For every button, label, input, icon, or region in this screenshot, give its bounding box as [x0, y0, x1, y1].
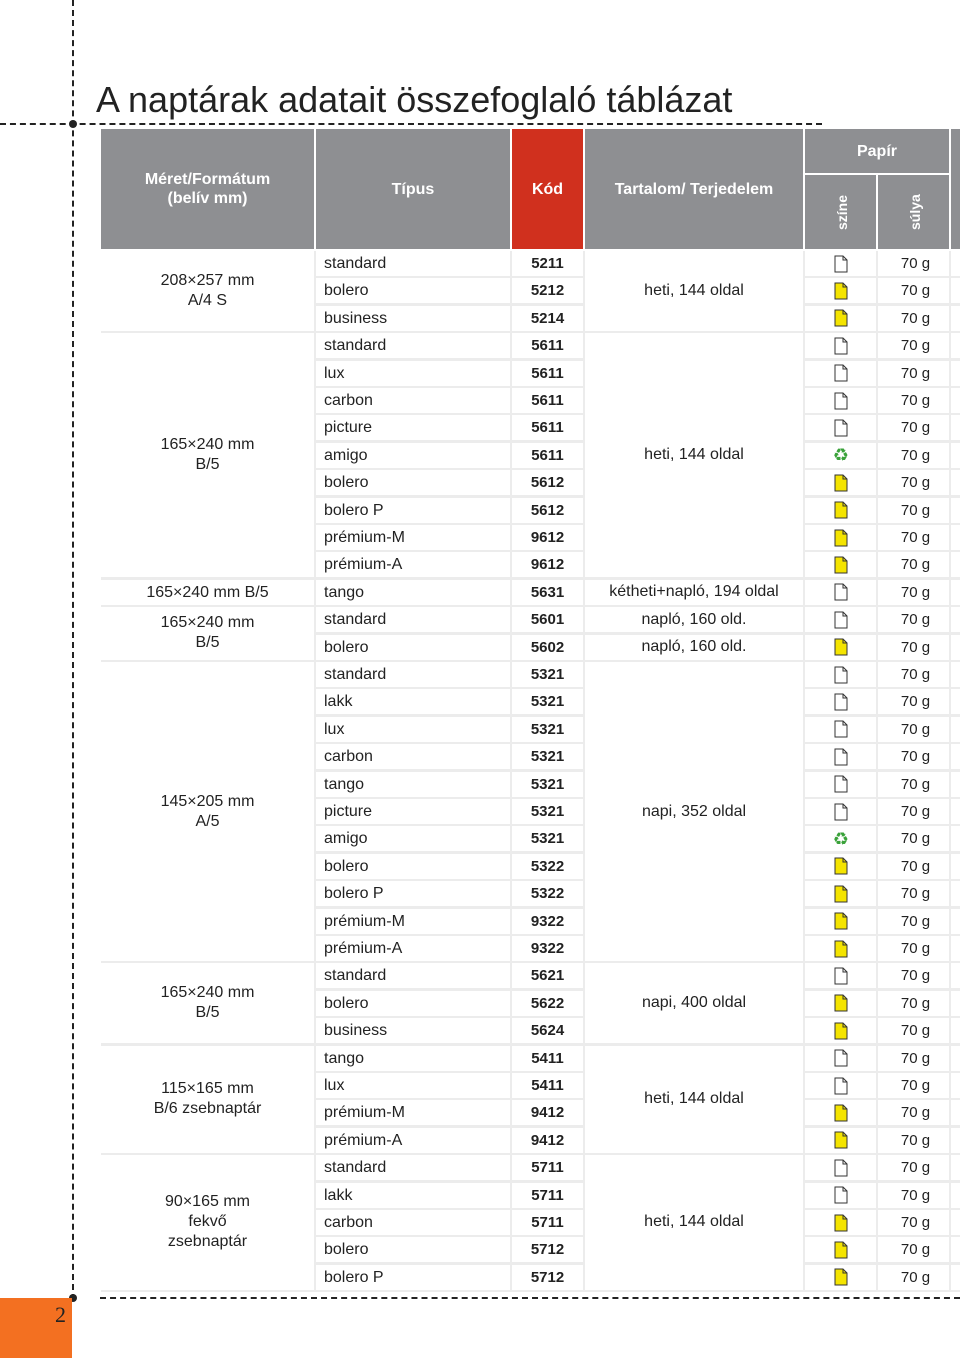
table-row-edge	[951, 361, 960, 386]
yellow-paper-icon	[805, 470, 876, 495]
table-row-kod: 9612	[512, 525, 583, 550]
white-paper-icon	[805, 744, 876, 769]
yellow-paper-icon	[805, 306, 876, 331]
table-row-edge	[951, 854, 960, 879]
yellow-paper-icon	[805, 1265, 876, 1290]
table-row-kod: 5631	[512, 580, 583, 605]
table-row-edge	[951, 552, 960, 577]
table-row-edge	[951, 278, 960, 303]
table-row-edge	[951, 744, 960, 769]
yellow-paper-icon	[805, 278, 876, 303]
table-row-suly: 70 g	[878, 1018, 949, 1043]
table-row-tipus: standard	[316, 333, 510, 358]
group-tartalom-label: napló, 160 old.	[585, 635, 803, 660]
table-row-suly: 70 g	[878, 1183, 949, 1208]
svg-text:♻: ♻	[832, 445, 849, 466]
table-row-tipus: business	[316, 306, 510, 331]
table-row-kod: 9412	[512, 1128, 583, 1153]
table-row-tipus: carbon	[316, 388, 510, 413]
table-row-edge	[951, 1183, 960, 1208]
group-meret-label: 90×165 mm fekvő zsebnaptár	[101, 1155, 314, 1290]
white-paper-icon	[805, 1073, 876, 1098]
table-row-tipus: bolero	[316, 635, 510, 660]
table-row-suly: 70 g	[878, 1155, 949, 1180]
group-meret-label: 165×240 mm B/5	[101, 333, 314, 577]
white-paper-icon	[805, 689, 876, 714]
table-row-suly: 70 g	[878, 1073, 949, 1098]
table-row-tipus: prémium-M	[316, 1100, 510, 1125]
table-row-suly: 70 g	[878, 689, 949, 714]
table-row-edge	[951, 909, 960, 934]
header-edge	[951, 129, 960, 249]
table-row-edge	[951, 662, 960, 687]
table-row-kod: 5712	[512, 1237, 583, 1262]
table-row-kod: 5211	[512, 251, 583, 276]
table-row-suly: 70 g	[878, 826, 949, 851]
table-row-tipus: carbon	[316, 744, 510, 769]
dashed-guide-bottom	[100, 1297, 960, 1299]
white-paper-icon	[805, 1155, 876, 1180]
table-row-tipus: amigo	[316, 443, 510, 468]
white-paper-icon	[805, 251, 876, 276]
table-row-kod: 9412	[512, 1100, 583, 1125]
table-row-edge	[951, 1237, 960, 1262]
white-paper-icon	[805, 1183, 876, 1208]
table-row-edge	[951, 991, 960, 1016]
header-meret-label: Méret/Formátum (belív mm)	[144, 171, 271, 207]
guide-dot	[69, 120, 77, 128]
table-row-suly: 70 g	[878, 278, 949, 303]
table-row-edge	[951, 498, 960, 523]
table-row-suly: 70 g	[878, 772, 949, 797]
table-row-suly: 70 g	[878, 1265, 949, 1290]
table-row-edge	[951, 415, 960, 440]
table-row-edge	[951, 306, 960, 331]
yellow-paper-icon	[805, 991, 876, 1016]
table-row-kod: 5612	[512, 470, 583, 495]
table-row-tipus: lux	[316, 361, 510, 386]
table-row-edge	[951, 689, 960, 714]
table-row-kod: 5321	[512, 744, 583, 769]
header-szine-label: színe	[834, 194, 850, 230]
table-row-kod: 5711	[512, 1155, 583, 1180]
table-row-tipus: tango	[316, 580, 510, 605]
table-row-edge	[951, 443, 960, 468]
header-tipus: Típus	[316, 129, 510, 249]
table-row-kod: 5601	[512, 607, 583, 632]
dashed-guide-horizontal	[0, 123, 822, 125]
table-row-edge	[951, 1265, 960, 1290]
recycle-icon	[805, 826, 876, 851]
table-row-edge	[951, 1046, 960, 1071]
table-row-tipus: standard	[316, 251, 510, 276]
table-row-edge	[951, 1128, 960, 1153]
page-number: 2	[55, 1302, 66, 1327]
table-row-suly: 70 g	[878, 443, 949, 468]
white-paper-icon	[805, 963, 876, 988]
white-paper-icon	[805, 333, 876, 358]
table-row-kod: 5602	[512, 635, 583, 660]
table-row-kod: 5611	[512, 388, 583, 413]
table-row-suly: 70 g	[878, 1128, 949, 1153]
table-row-suly: 70 g	[878, 552, 949, 577]
recycle-icon	[805, 443, 876, 468]
table-row-suly: 70 g	[878, 306, 949, 331]
group-tartalom-label: heti, 144 oldal	[585, 333, 803, 577]
table-row-suly: 70 g	[878, 1046, 949, 1071]
table-row-kod: 5322	[512, 881, 583, 906]
yellow-paper-icon	[805, 1018, 876, 1043]
yellow-paper-icon	[805, 1210, 876, 1235]
table-row-tipus: lux	[316, 1073, 510, 1098]
table-row-kod: 5611	[512, 443, 583, 468]
group-meret-label: 165×240 mm B/5	[101, 607, 314, 659]
group-meret-label: 165×240 mm B/5	[101, 963, 314, 1043]
dashed-guide-vertical	[72, 0, 74, 1300]
white-paper-icon	[805, 772, 876, 797]
table-row-tipus: lakk	[316, 689, 510, 714]
table-row-suly: 70 g	[878, 580, 949, 605]
white-paper-icon	[805, 717, 876, 742]
table-row-kod: 5711	[512, 1183, 583, 1208]
group-tartalom-label: napló, 160 old.	[585, 607, 803, 632]
table-row-edge	[951, 1155, 960, 1180]
table-row-kod: 5411	[512, 1046, 583, 1071]
table-row-kod: 5322	[512, 854, 583, 879]
table-row-suly: 70 g	[878, 662, 949, 687]
table-row-tipus: prémium-A	[316, 1128, 510, 1153]
table-row-tipus: prémium-A	[316, 936, 510, 961]
table-row-edge	[951, 772, 960, 797]
svg-text:♻: ♻	[832, 828, 849, 849]
yellow-paper-icon	[805, 881, 876, 906]
white-paper-icon	[805, 607, 876, 632]
table-row-kod: 5212	[512, 278, 583, 303]
table-row-suly: 70 g	[878, 388, 949, 413]
table-row-kod: 5321	[512, 717, 583, 742]
group-meret-label: 115×165 mm B/6 zsebnaptár	[101, 1046, 314, 1153]
white-paper-icon	[805, 388, 876, 413]
table-row-tipus: tango	[316, 1046, 510, 1071]
table-row-tipus: carbon	[316, 1210, 510, 1235]
table-row-tipus: prémium-A	[316, 552, 510, 577]
table-row-edge	[951, 525, 960, 550]
table-row-tipus: picture	[316, 415, 510, 440]
yellow-paper-icon	[805, 1128, 876, 1153]
header-meret	[101, 129, 314, 249]
yellow-paper-icon	[805, 635, 876, 660]
table-row-tipus: standard	[316, 963, 510, 988]
table-row-kod: 5321	[512, 799, 583, 824]
table-row-kod: 5712	[512, 1265, 583, 1290]
table-row-kod: 5321	[512, 826, 583, 851]
table-row-edge	[951, 607, 960, 632]
table-row-kod: 5622	[512, 991, 583, 1016]
header-sulya-label: súlya	[907, 194, 923, 230]
table-row-suly: 70 g	[878, 881, 949, 906]
page-title: A naptárak adatait összefoglaló táblázat	[96, 79, 733, 120]
group-meret-label: 145×205 mm A/5	[101, 662, 314, 961]
table-row-tipus: lakk	[316, 1183, 510, 1208]
header-tartalom: Tartalom/ Terjedelem	[585, 129, 803, 249]
yellow-paper-icon	[805, 909, 876, 934]
table-row-kod: 5611	[512, 333, 583, 358]
table-row-suly: 70 g	[878, 909, 949, 934]
table-row-tipus: picture	[316, 799, 510, 824]
group-tartalom-label: napi, 400 oldal	[585, 963, 803, 1043]
table-row-tipus: bolero P	[316, 498, 510, 523]
table-row-suly: 70 g	[878, 333, 949, 358]
table-row-tipus: lux	[316, 717, 510, 742]
table-row-edge	[951, 799, 960, 824]
table-row-suly: 70 g	[878, 854, 949, 879]
group-tartalom-label: kétheti+napló, 194 oldal	[585, 580, 803, 605]
table-row-edge	[951, 963, 960, 988]
table-row-tipus: standard	[316, 607, 510, 632]
table-row-kod: 5624	[512, 1018, 583, 1043]
table-row-kod: 5612	[512, 498, 583, 523]
table-row-edge	[951, 717, 960, 742]
table-row-kod: 5711	[512, 1210, 583, 1235]
table-row-kod: 5321	[512, 772, 583, 797]
table-row-edge	[951, 1100, 960, 1125]
table-row-edge	[951, 936, 960, 961]
white-paper-icon	[805, 415, 876, 440]
table-row-edge	[951, 251, 960, 276]
table-row-edge	[951, 470, 960, 495]
table-row-edge	[951, 1018, 960, 1043]
table-row-suly: 70 g	[878, 498, 949, 523]
yellow-paper-icon	[805, 1237, 876, 1262]
table-row-edge	[951, 826, 960, 851]
table-row-suly: 70 g	[878, 415, 949, 440]
table-row-suly: 70 g	[878, 635, 949, 660]
table-row-kod: 5214	[512, 306, 583, 331]
table-row-kod: 9322	[512, 909, 583, 934]
white-paper-icon	[805, 361, 876, 386]
table-row-suly: 70 g	[878, 744, 949, 769]
table-row-edge	[951, 333, 960, 358]
table-row-suly: 70 g	[878, 936, 949, 961]
table-row-kod: 5321	[512, 662, 583, 687]
table-row-suly: 70 g	[878, 607, 949, 632]
white-paper-icon	[805, 799, 876, 824]
table-row-suly: 70 g	[878, 361, 949, 386]
white-paper-icon	[805, 1046, 876, 1071]
table-row-tipus: amigo	[316, 826, 510, 851]
group-tartalom-label: heti, 144 oldal	[585, 1155, 803, 1290]
table-row-suly: 70 g	[878, 991, 949, 1016]
group-meret-label: 208×257 mm A/4 S	[101, 251, 314, 331]
table-row-tipus: tango	[316, 772, 510, 797]
table-row-edge	[951, 388, 960, 413]
table-row-suly: 70 g	[878, 799, 949, 824]
group-tartalom-label: heti, 144 oldal	[585, 1046, 803, 1153]
table-row-kod: 5611	[512, 361, 583, 386]
table-row-tipus: bolero	[316, 991, 510, 1016]
header-kod: Kód	[512, 129, 583, 249]
group-tartalom-label: heti, 144 oldal	[585, 251, 803, 331]
table-row-tipus: business	[316, 1018, 510, 1043]
table-row-kod: 5411	[512, 1073, 583, 1098]
table-row-tipus: prémium-M	[316, 525, 510, 550]
yellow-paper-icon	[805, 525, 876, 550]
table-row-tipus: bolero	[316, 1237, 510, 1262]
table-row-tipus: prémium-M	[316, 909, 510, 934]
yellow-paper-icon	[805, 498, 876, 523]
table-row-tipus: bolero	[316, 278, 510, 303]
table-row-edge	[951, 1210, 960, 1235]
header-papir: Papír	[805, 129, 949, 173]
table-row-tipus: standard	[316, 1155, 510, 1180]
table-row-tipus: bolero P	[316, 1265, 510, 1290]
table-row-tipus: bolero P	[316, 881, 510, 906]
table-row-kod: 5321	[512, 689, 583, 714]
table-row-suly: 70 g	[878, 470, 949, 495]
table-row-tipus: bolero	[316, 854, 510, 879]
table-row-kod: 5611	[512, 415, 583, 440]
table-row-tipus: standard	[316, 662, 510, 687]
table-row-edge	[951, 1073, 960, 1098]
table-row-suly: 70 g	[878, 1210, 949, 1235]
table-row-edge	[951, 580, 960, 605]
table-row-kod: 5621	[512, 963, 583, 988]
group-meret-label: 165×240 mm B/5	[101, 580, 314, 605]
yellow-paper-icon	[805, 936, 876, 961]
table-row-edge	[951, 635, 960, 660]
yellow-paper-icon	[805, 854, 876, 879]
table-row-suly: 70 g	[878, 251, 949, 276]
table-row-tipus: bolero	[316, 470, 510, 495]
table-row-kod: 9322	[512, 936, 583, 961]
table-row-suly: 70 g	[878, 717, 949, 742]
white-paper-icon	[805, 580, 876, 605]
table-row-suly: 70 g	[878, 963, 949, 988]
white-paper-icon	[805, 662, 876, 687]
group-tartalom-label: napi, 352 oldal	[585, 662, 803, 961]
table-row-suly: 70 g	[878, 525, 949, 550]
yellow-paper-icon	[805, 1100, 876, 1125]
table-row-kod: 9612	[512, 552, 583, 577]
yellow-paper-icon	[805, 552, 876, 577]
table-row-suly: 70 g	[878, 1237, 949, 1262]
table-row-edge	[951, 881, 960, 906]
table-row-suly: 70 g	[878, 1100, 949, 1125]
